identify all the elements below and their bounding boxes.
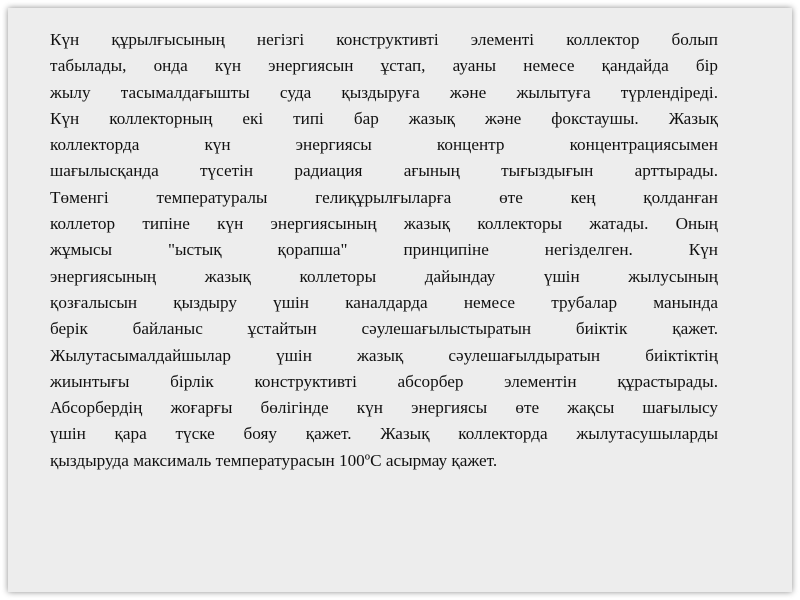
text-line: Төменгі температуралы гелиқұрылғыларға өте кең қолданған — [50, 187, 718, 207]
text-line: берік байланыс ұстайтын сәулешағылыстыратын биіктік қажет. — [50, 319, 718, 339]
slide — [8, 8, 792, 592]
text-line: жылу тасымалдағышты суда қыздыруға және жылытуға түрлендіреді. — [50, 82, 718, 102]
text-line: Күн коллекторның екі типі бар жазық және фокстаушы. Жазық — [50, 108, 718, 128]
text-line: Жылутасымалдайшылар үшін жазық сәулешағылдыратын биіктіктің — [50, 345, 718, 365]
text-line: табылады, онда күн энергиясын ұстап, ауаны немесе қандайда бір — [50, 56, 718, 76]
text-line: шағылысқанда түсетін радиация ағының тығыздығын арттырады. — [50, 161, 718, 181]
text-line: жиынтығы бірлік конструктивті абсорбер элементін құрастырады. — [50, 371, 718, 391]
text-line: Абсорбердің жоғарғы бөлігінде күн энергиясы өте жақсы шағылысу — [50, 398, 718, 418]
text-line: коллетор типіне күн энергиясының жазық коллекторы жатады. Оның — [50, 214, 718, 234]
text-line: Күн құрылғысының негізгі конструктивті элементі коллектор болып — [50, 30, 718, 49]
text-line: коллекторда күн энергиясы концентр концентрациясымен — [50, 135, 718, 155]
body-paragraph — [50, 27, 718, 474]
text-line: жұмысы "ыстық қорапша" принципіне негізделген. Күн — [50, 240, 718, 260]
text-line: қозғалысын қыздыру үшін каналдарда немесе трубалар манында — [50, 292, 718, 312]
text-line: үшін қара түске бояу қажет. Жазық коллекторда жылутасушыларды — [50, 424, 718, 444]
text-line: энергиясының жазық коллеторы дайындау үшін жылусының — [50, 266, 718, 286]
text-line: қыздыруда максималь температурасын 100ºС асырмау қажет. — [50, 450, 498, 470]
